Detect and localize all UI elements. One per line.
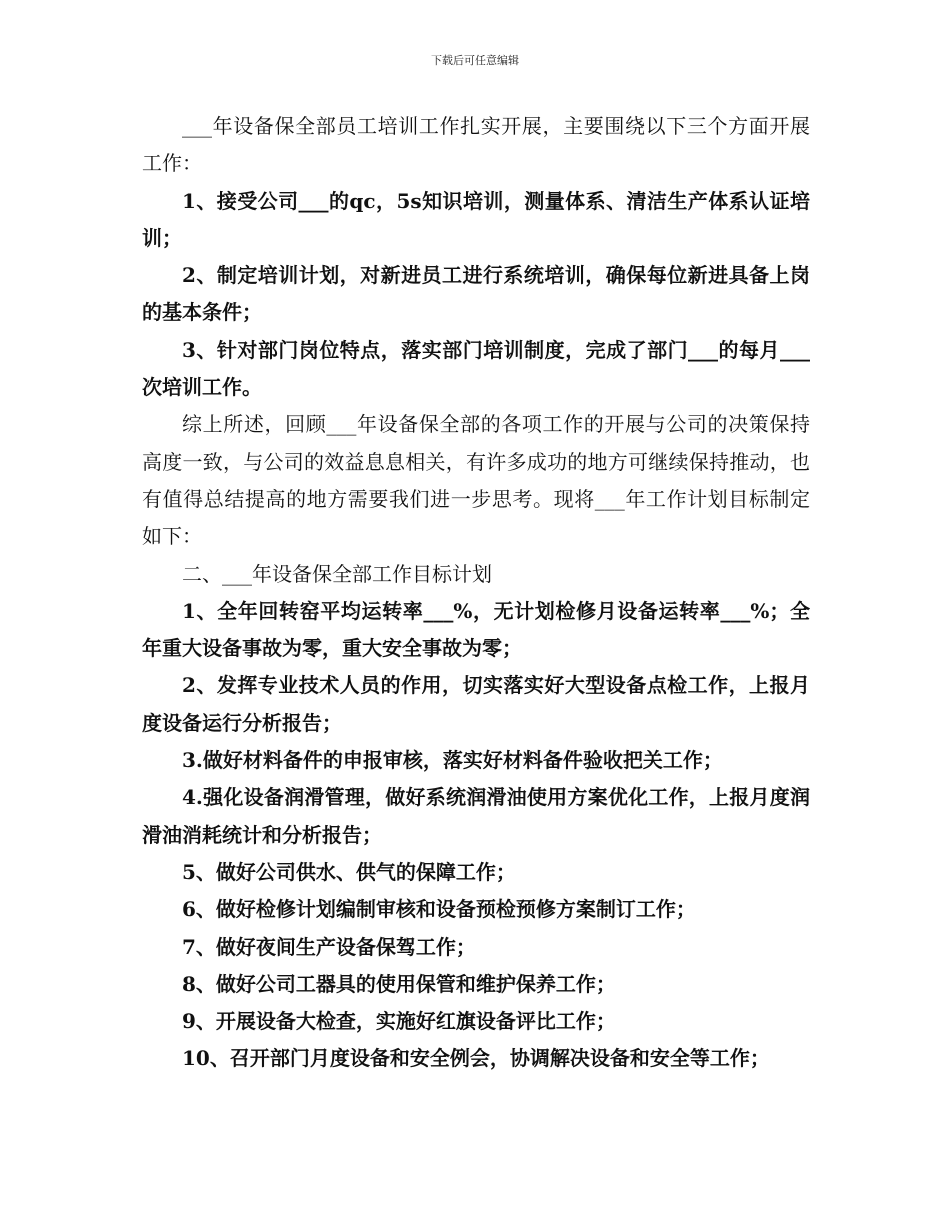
paragraph-item: 6、做好检修计划编制审核和设备预检预修方案制订工作； xyxy=(182,897,696,922)
paragraph-summary: 综上所述，回顾___年设备保全部的各项工作的开展与公司的决策保持高度一致，与公司的效益息息相关，有许多成功的地方可继续保持推动，也有值得总结提高的地方需要我们进一步思考。现将___年工作计划目标制定如下： xyxy=(142,412,810,549)
paragraph-item: 9、开展设备大检查，实施好红旗设备评比工作； xyxy=(182,1009,616,1034)
paragraph-item: 3、针对部门岗位特点，落实部门培训制度，完成了部门___的每月___次培训工作。 xyxy=(142,337,810,400)
paragraph-item: 10、召开部门月度设备和安全例会，协调解决设备和安全等工作； xyxy=(182,1046,770,1071)
paragraph-item: 3.做好材料备件的申报审核，落实好材料备件验收把关工作； xyxy=(182,748,723,773)
paragraph-intro: ___年设备保全部员工培训工作扎实开展，主要围绕以下三个方面开展工作： xyxy=(142,114,810,176)
paragraph-item: 4.强化设备润滑管理，做好系统润滑油使用方案优化工作，上报月度润滑油消耗统计和分析报告； xyxy=(142,785,810,847)
paragraph-item: 1、接受公司___的qc，5s知识培训，测量体系、清洁生产体系认证培训； xyxy=(142,188,810,250)
paragraph-item: 5、做好公司供水、供气的保障工作； xyxy=(182,859,516,884)
page-header: 下载后可任意编辑 xyxy=(431,54,519,67)
paragraph-item: 1、全年回转窑平均运转率___%，无计划检修月设备运转率___%；全年重大设备事故为零，重大安全事故为零； xyxy=(142,598,810,661)
paragraph-item: 8、做好公司工器具的使用保管和维护保养工作； xyxy=(182,971,616,996)
paragraph-item: 2、发挥专业技术人员的作用，切实落实好大型设备点检工作，上报月度设备运行分析报告； xyxy=(142,673,810,735)
paragraph-item: 2、制定培训计划，对新进员工进行系统培训，确保每位新进具备上岗的基本条件； xyxy=(142,263,810,325)
section-heading: 二、___年设备保全部工作目标计划 xyxy=(182,561,492,586)
paragraph-item: 7、做好夜间生产设备保驾工作； xyxy=(182,934,476,959)
document-body xyxy=(142,108,810,1078)
